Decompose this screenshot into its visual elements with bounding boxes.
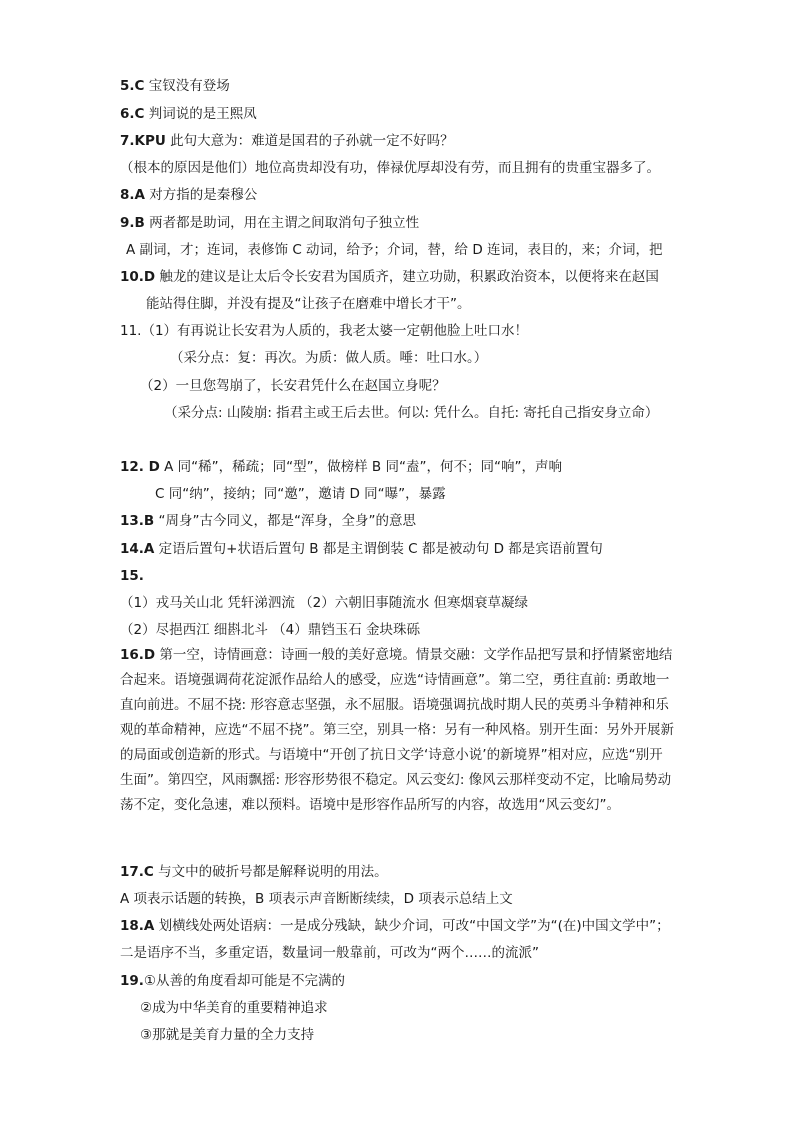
answer-line: 11.（1）有再说让长安君为人质的，我老太婆一定朝他脸上吐口水！ bbox=[120, 323, 529, 339]
answer-line: （2）一旦您驾崩了，长安君凭什么在赵国立身呢？ bbox=[140, 378, 446, 394]
answer-16-paragraph: 16.D 第一空，诗情画意：诗画一般的美好意境。情景交融：文学作品把写景和抒情紧密地结合起来。语境强调荷花淀派作品给人的感受，应选“诗情画意”。第二空，勇往直前: 勇敢地一直向前进。不屈不挠: 形容意志坚强，永不屈服。语境强调抗战时期人民的英勇斗争精神和乐观的革命精神，应选“不屈不挠”。第三空，别具一格：另有一种风格。别开生面：另外开展新的局面或创造新的形式。与语境中“开创了抗日文学‘诗意小说’的新境界”相对应，应选“别开生面”。第四空，风雨飘摇: 形容形势很不稳定。风云变幻: 像风云那样变动不定，比喻局势动荡不定，变化急速，难以预料。语境中是形容作品所写的内容，故选用“风云变幻”。 bbox=[120, 647, 674, 813]
answer-line: 17.C 与文中的破折号都是解释说明的用法。 bbox=[120, 864, 388, 880]
answer-line: 12. D A 同“稀”，稀疏；同“型”，做榜样 B 同“盍”，何不；同“响”，声响 bbox=[120, 459, 562, 475]
answer-line: A 项表示话题的转换，B 项表示声音断断续续，D 项表示总结上文 bbox=[120, 891, 513, 907]
answer-line: 二是语序不当，多重定语，数量词一般靠前，可改为“两个……的流派” bbox=[120, 945, 539, 961]
answer-line: 14.A 定语后置句+状语后置句 B 都是主谓倒装 C 都是被动句 D 都是宾语前置句 bbox=[120, 541, 603, 557]
answer-line: 9.B 两者都是助词，用在主谓之间取消句子独立性 bbox=[120, 215, 420, 231]
answer-line: （采分点：复：再次。为质：做人质。唾：吐口水。） bbox=[170, 350, 488, 366]
answer-line: （采分点: 山陵崩: 指君主或王后去世。何以: 凭什么。自托: 寄托自己指安身立命） bbox=[164, 405, 659, 421]
answer-line: ②成为中华美育的重要精神追求 bbox=[140, 1000, 328, 1016]
answer-line: 15. bbox=[120, 568, 144, 584]
answer-line: （1）戎马关山北 凭轩涕泗流 （2）六朝旧事随流水 但寒烟衰草凝绿 bbox=[120, 595, 529, 611]
answer-line: 19.①从善的角度看却可能是不完满的 bbox=[120, 973, 346, 989]
answer-line: 6.C 判词说的是王熙凤 bbox=[120, 106, 257, 122]
answer-line: 13.B “周身”古今同义，都是“浑身，全身”的意思 bbox=[120, 513, 416, 529]
answer-line: 18.A 划横线处两处语病：一是成分残缺，缺少介词，可改“中国文学”为“(在)中国文学中”； bbox=[120, 918, 670, 934]
answer-line: （根本的原因是他们）地位高贵却没有功，俸禄优厚却没有劳，而且拥有的贵重宝器多了。 bbox=[120, 160, 660, 176]
answer-line: （2）尽挹西江 细斟北斗 （4）鼎铛玉石 金块珠砾 bbox=[120, 622, 421, 638]
answer-line: C 同“纳”，接纳；同“邀”，邀请 D 同“曝”，暴露 bbox=[155, 486, 446, 502]
answer-line: 10.D 触龙的建议是让太后令长安君为国质齐，建立功勋，积累政治资本，以便将来在赵国 bbox=[120, 269, 659, 285]
answer-line: ③那就是美育力量的全力支持 bbox=[140, 1027, 315, 1043]
answer-line: 能站得住脚，并没有提及“让孩子在磨难中增长才干”。 bbox=[146, 296, 471, 312]
answer-line: 7.KPU 此句大意为：难道是国君的子孙就一定不好吗？ bbox=[120, 133, 454, 149]
answer-line: 8.A 对方指的是秦穆公 bbox=[120, 187, 258, 203]
answer-line: A 副词，才；连词，表修饰 C 动词，给予；介词，替，给 D 连词，表目的，来；介词，把 bbox=[126, 242, 663, 258]
answer-line: 5.C 宝钗没有登场 bbox=[120, 78, 230, 94]
